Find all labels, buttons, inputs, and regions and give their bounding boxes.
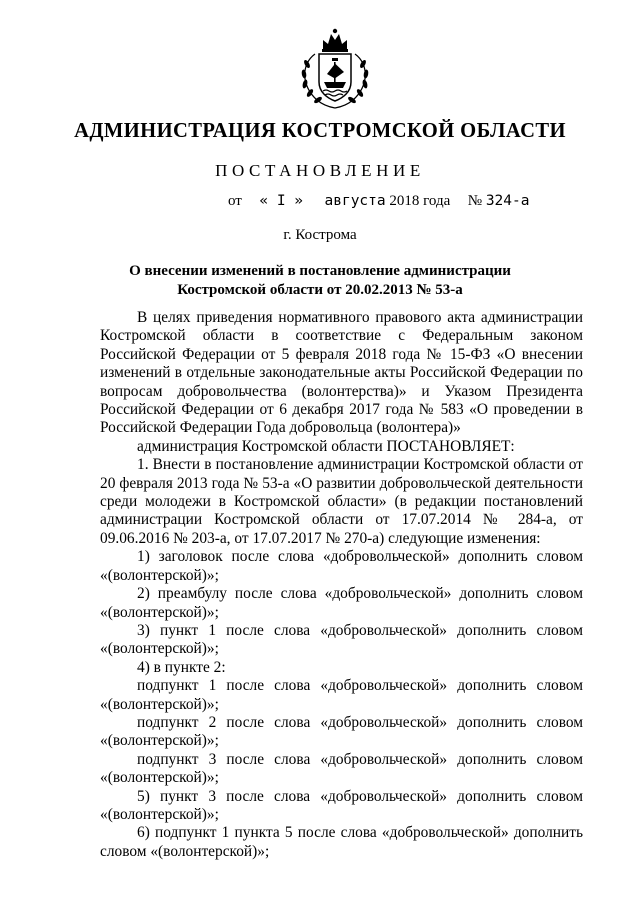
kostroma-coat-of-arms-icon — [293, 24, 377, 110]
body-paragraph: 2) преамбулу после слова «добровольческой» дополнить словом «(волонтерской)»; — [100, 585, 583, 621]
body-paragraph: подпункт 2 после слова «добровольческой» дополнить словом «(волонтерской)»; — [100, 713, 583, 750]
document-type: ПОСТАНОВЛЕНИЕ — [215, 161, 425, 180]
date-day: « I » — [259, 193, 304, 209]
date-year: 2018 года — [389, 193, 451, 209]
date-prefix: от — [228, 193, 242, 209]
subject-line-2: Костромской области от 20.02.2013 № 53-а — [177, 282, 463, 298]
body-paragraph: 4) в пункте 2: — [137, 658, 226, 676]
body-paragraph: подпункт 3 после слова «добровольческой» дополнить словом «(волонтерской)»; — [100, 750, 583, 787]
document-body — [100, 309, 583, 861]
body-paragraph: 5) пункт 3 после слова «добровольческой» дополнить словом «(волонтерской)»; — [100, 787, 583, 823]
body-paragraph: 1) заголовок после слова «добровольческой» дополнить словом «(волонтерской)»; — [100, 548, 583, 584]
body-paragraph: администрация Костромской области ПОСТАНОВЛЯЕТ: — [137, 437, 515, 455]
document-subject — [100, 262, 540, 300]
body-paragraph: 1. Внести в постановление администрации Костромской области от 20 февраля 2013 года № 53-а «О развитии добровольческой деятельности среди молодежи в Костромской области» (в редакции постановлений администрации Костромской области от 17.07.2014 № 284-а, от 09.06.2016 № 203-а, от 17.07.2017 № 270-а) следующие изменения: — [100, 456, 583, 547]
document-date-line — [228, 193, 529, 210]
organization-title: АДМИНИСТРАЦИЯ КОСТРОМСКОЙ ОБЛАСТИ — [74, 120, 566, 142]
body-paragraph: 6) подпункт 1 пункта 5 после слова «добровольческой» дополнить словом «(волонтерской)»; — [100, 824, 583, 860]
body-paragraph: 3) пункт 1 после слова «добровольческой» дополнить словом «(волонтерской)»; — [100, 621, 583, 658]
body-paragraph: В целях приведения нормативного правового акта администрации Костромской области в соответствие с Федеральным законом Российской Федерации от 5 февраля 2018 года № 15-ФЗ «О внесении изменений в отдельные законодательные акты Российской Федерации по вопросам добровольчества (волонтерства)» и Указом Президента Российской Федерации от 6 декабря 2017 года № 583 «О проведении в Российской Федерации Года добровольца (волонтера)» — [100, 309, 583, 437]
number-sign: № — [467, 193, 483, 209]
date-month: августа — [324, 193, 386, 209]
body-paragraph: подпункт 1 после слова «добровольческой» дополнить словом «(волонтерской)»; — [100, 677, 583, 713]
document-number: 324-а — [485, 193, 530, 209]
document-city: г. Кострома — [283, 227, 357, 243]
subject-line-1: О внесении изменений в постановление администрации — [129, 263, 511, 279]
